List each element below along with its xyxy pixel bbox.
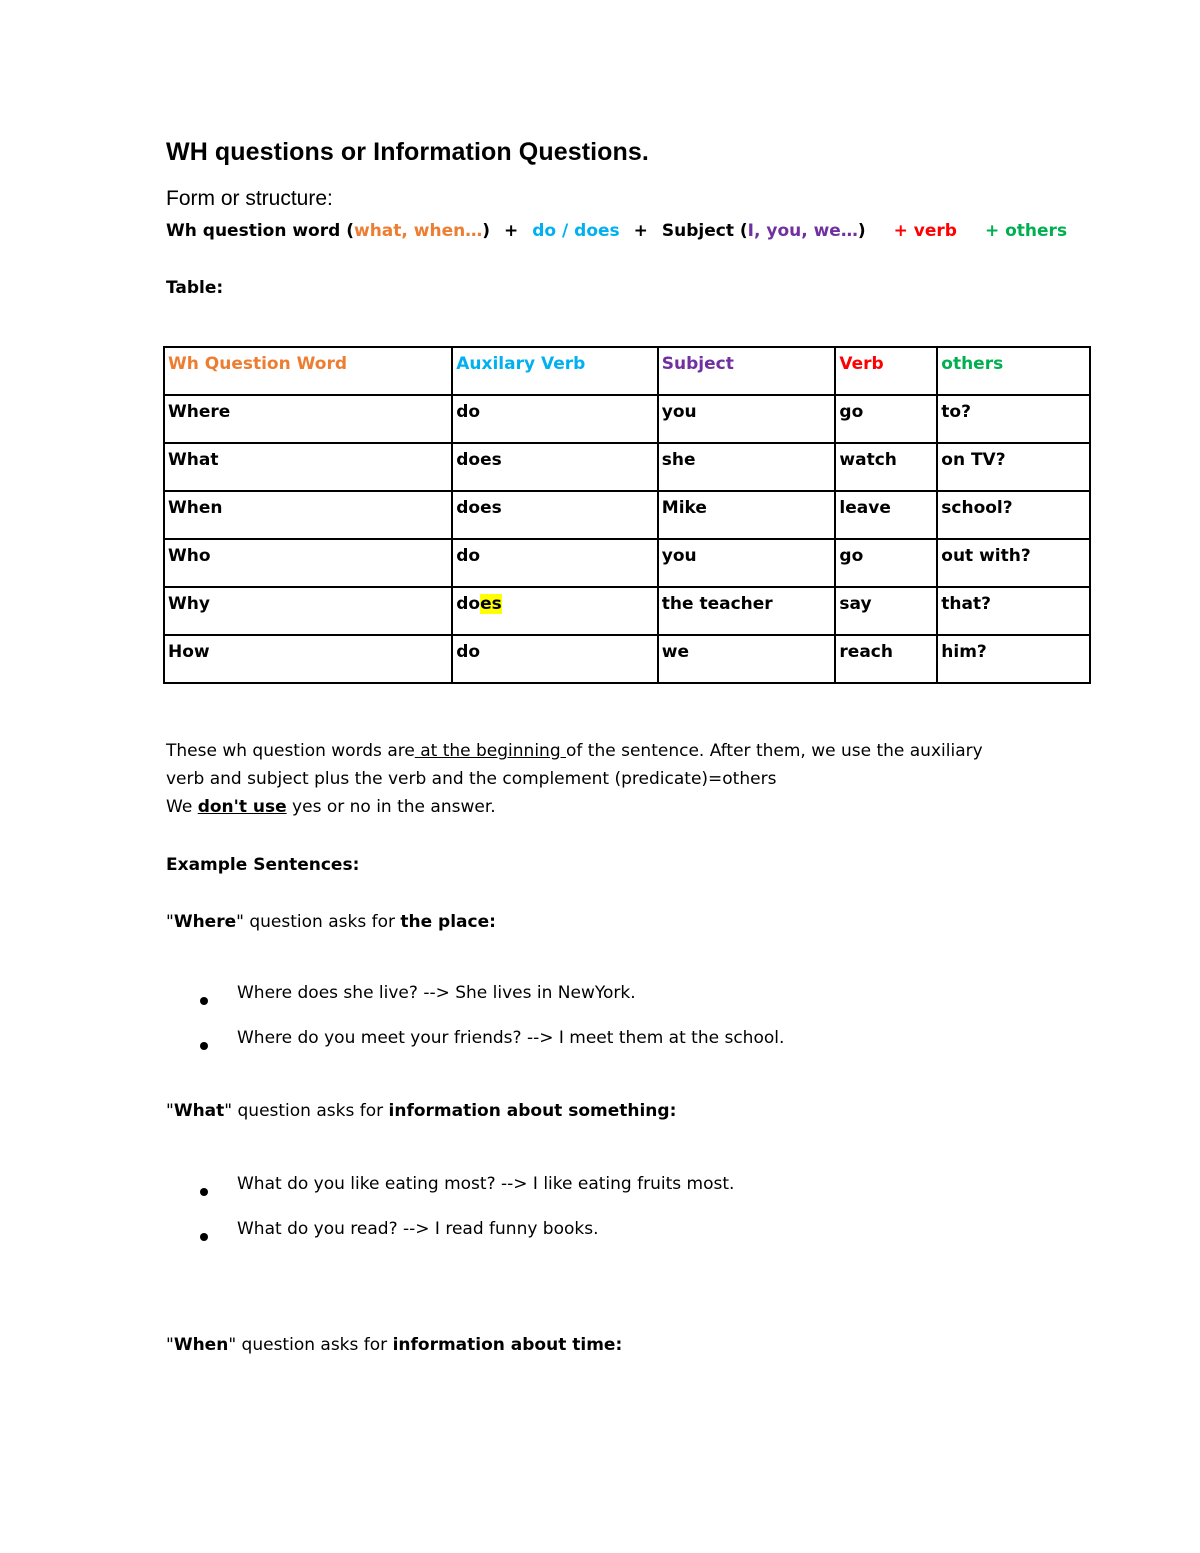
cell-others: that? [937, 587, 1090, 635]
header-aux-verb: Auxilary Verb [452, 347, 658, 395]
table-row [164, 587, 1090, 635]
cell-aux-verb: does [452, 491, 658, 539]
page-title: WH questions or Information Questions. [166, 138, 649, 166]
cell-subject: we [658, 635, 836, 683]
underlined-phrase: at the beginning [414, 741, 567, 761]
wh-question-table [163, 346, 1091, 684]
structure-formula [166, 221, 1067, 241]
bullet-icon [200, 1181, 208, 1201]
what-example-1: What do you like eating most? --> I like eating fruits most. [237, 1174, 735, 1194]
cell-wh-word: How [164, 635, 452, 683]
subtitle: Form or structure: [166, 187, 333, 210]
table-row [164, 635, 1090, 683]
cell-aux-verb: do [452, 635, 658, 683]
formula-wh-close: ) [482, 221, 490, 241]
header-verb: Verb [835, 347, 937, 395]
cell-aux-verb: does [452, 443, 658, 491]
cell-subject: she [658, 443, 836, 491]
formula-plus-2: + [633, 221, 648, 241]
bullet-icon [200, 1035, 208, 1055]
formula-subject-examples: I, you, we… [747, 221, 858, 241]
when-heading: "When" question asks for information about time: [166, 1335, 623, 1355]
dont-use-emphasis: don't use [197, 797, 287, 817]
header-others: others [937, 347, 1090, 395]
bullet-icon [200, 1226, 208, 1246]
formula-aux: do / does [532, 221, 620, 241]
table-row [164, 443, 1090, 491]
explanation-line-1: These wh question words are at the beginning of the sentence. After them, we use the auxiliary [166, 741, 983, 761]
cell-wh-word: When [164, 491, 452, 539]
formula-others: + others [984, 221, 1068, 241]
table-label: Table: [166, 278, 224, 298]
what-heading: "What" question asks for information about something: [166, 1101, 677, 1121]
formula-wh-label: Wh question word ( [166, 221, 354, 241]
explanation-line-3: We don't use yes or no in the answer. [166, 797, 496, 817]
cell-others: to? [937, 395, 1090, 443]
cell-verb: leave [835, 491, 937, 539]
formula-plus-1: + [504, 221, 519, 241]
table-row [164, 491, 1090, 539]
table-header-row [164, 347, 1090, 395]
cell-verb: say [835, 587, 937, 635]
cell-others: him? [937, 635, 1090, 683]
cell-subject: Mike [658, 491, 836, 539]
header-subject: Subject [658, 347, 836, 395]
what-example-2: What do you read? --> I read funny books. [237, 1219, 599, 1239]
examples-label: Example Sentences: [166, 855, 360, 875]
cell-verb: reach [835, 635, 937, 683]
cell-aux-verb: do [452, 539, 658, 587]
cell-others: on TV? [937, 443, 1090, 491]
cell-subject: you [658, 539, 836, 587]
cell-aux-verb: does [452, 587, 658, 635]
cell-aux-verb: do [452, 395, 658, 443]
header-wh-word: Wh Question Word [164, 347, 452, 395]
table-row [164, 395, 1090, 443]
formula-verb: + verb [893, 221, 957, 241]
highlighted-text: es [480, 594, 502, 614]
where-heading: "Where" question asks for the place: [166, 912, 496, 932]
where-example-1: Where does she live? --> She lives in NewYork. [237, 983, 636, 1003]
cell-subject: you [658, 395, 836, 443]
explanation-line-2: verb and subject plus the verb and the complement (predicate)=others [166, 769, 777, 789]
where-example-2: Where do you meet your friends? --> I meet them at the school. [237, 1028, 785, 1048]
cell-subject: the teacher [658, 587, 836, 635]
table-row [164, 539, 1090, 587]
formula-subject-label: Subject ( [661, 221, 748, 241]
cell-wh-word: Why [164, 587, 452, 635]
cell-wh-word: Who [164, 539, 452, 587]
cell-others: out with? [937, 539, 1090, 587]
cell-others: school? [937, 491, 1090, 539]
formula-wh-examples: what, when… [353, 221, 483, 241]
cell-verb: go [835, 539, 937, 587]
bullet-icon [200, 990, 208, 1010]
cell-wh-word: Where [164, 395, 452, 443]
cell-wh-word: What [164, 443, 452, 491]
formula-subject-close: ) [857, 221, 866, 241]
cell-verb: go [835, 395, 937, 443]
cell-verb: watch [835, 443, 937, 491]
